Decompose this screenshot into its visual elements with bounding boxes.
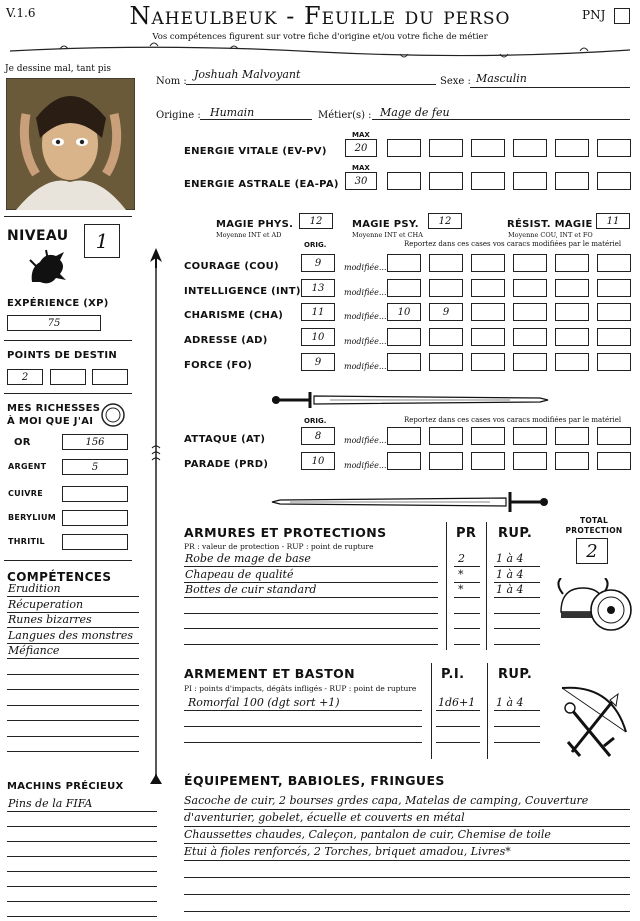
experience-box[interactable]: 75 bbox=[7, 315, 101, 331]
armure-rup-line bbox=[494, 597, 540, 598]
sexe-line bbox=[470, 87, 630, 88]
carac-modif-box[interactable] bbox=[555, 353, 589, 371]
nom-line bbox=[186, 84, 436, 85]
equipement-line bbox=[184, 809, 630, 810]
carac-modif-box[interactable] bbox=[387, 328, 421, 346]
combat-modif-note: Reportez dans ces cases vos caracs modifiées par le matériel bbox=[404, 416, 622, 424]
carac-modif-box[interactable] bbox=[555, 303, 589, 321]
caracs-modif-note: Reportez dans ces cases vos caracs modifiées par le matériel bbox=[404, 240, 622, 248]
left-divider-4 bbox=[4, 560, 132, 561]
ev-track-box[interactable] bbox=[429, 139, 463, 157]
combat-orig-label: ORIG. bbox=[304, 417, 327, 425]
metier-value[interactable]: Mage de feu bbox=[380, 106, 450, 119]
sexe-label: Sexe : bbox=[440, 76, 471, 87]
competence-line bbox=[7, 658, 139, 659]
magie-psy-label: MAGIE PSY. bbox=[352, 219, 419, 230]
ea-track-box[interactable] bbox=[429, 172, 463, 190]
competence-line bbox=[7, 705, 139, 706]
ea-track-box[interactable] bbox=[387, 172, 421, 190]
ea-track-box[interactable] bbox=[597, 172, 631, 190]
carac-label: INTELLIGENCE (INT) bbox=[184, 286, 301, 297]
armure-pr-line bbox=[454, 628, 480, 629]
armures-col-rup: RUP. bbox=[498, 526, 533, 541]
carac-modif-box[interactable] bbox=[555, 254, 589, 272]
version-label: V.1.6 bbox=[6, 6, 36, 20]
carac-modif-box[interactable] bbox=[597, 303, 631, 321]
richesse-value-box[interactable]: 156 bbox=[62, 434, 128, 450]
dragon-icon bbox=[26, 248, 68, 288]
combat-modif-label: modifiée... bbox=[344, 436, 387, 445]
arme-rup-line bbox=[494, 742, 540, 743]
niveau-box[interactable]: 1 bbox=[84, 224, 120, 258]
armement-sep-2 bbox=[487, 663, 488, 759]
helmet-shield-icon bbox=[555, 578, 635, 640]
ev-max-box[interactable]: 20 bbox=[345, 139, 377, 157]
header-vine-ornament bbox=[0, 42, 640, 60]
machin-line bbox=[7, 886, 157, 887]
sword-ornament-2 bbox=[270, 486, 550, 516]
equipement-text[interactable]: Chaussettes chaudes, Caleçon, pantalon de cuir, Chemise de toile bbox=[184, 828, 551, 841]
richesse-label: CUIVRE bbox=[8, 489, 43, 498]
competence-item[interactable]: Runes bizarres bbox=[8, 613, 92, 626]
carac-modif-box[interactable] bbox=[471, 254, 505, 272]
combat-modif-box[interactable] bbox=[513, 452, 547, 470]
carac-label: FORCE (FO) bbox=[184, 360, 253, 371]
carac-orig-box[interactable]: 9 bbox=[301, 254, 335, 272]
equipement-line bbox=[184, 843, 630, 844]
ev-track-box[interactable] bbox=[597, 139, 631, 157]
armures-sep-2 bbox=[486, 522, 487, 650]
combat-modif-box[interactable] bbox=[555, 427, 589, 445]
armure-pr[interactable]: * bbox=[458, 583, 464, 596]
destin-box-3[interactable] bbox=[92, 369, 128, 385]
competence-item[interactable]: Récuperation bbox=[8, 597, 84, 611]
carac-modif-box[interactable] bbox=[387, 353, 421, 371]
combat-modif-box[interactable] bbox=[471, 427, 505, 445]
magie-psy-note: Moyenne INT et CHA bbox=[352, 231, 423, 239]
richesse-label: ARGENT bbox=[8, 462, 47, 471]
armure-line bbox=[184, 628, 438, 629]
carac-modif-box[interactable] bbox=[513, 254, 547, 272]
sexe-value[interactable]: Masculin bbox=[476, 72, 527, 85]
destin-label: POINTS DE DESTIN bbox=[7, 350, 118, 361]
carac-orig-box[interactable]: 11 bbox=[301, 303, 335, 321]
armure-rup-line bbox=[494, 613, 540, 614]
combat-modif-box[interactable] bbox=[597, 427, 631, 445]
armure-line bbox=[184, 613, 438, 614]
armure-rup-line bbox=[494, 628, 540, 629]
metier-line bbox=[372, 119, 630, 120]
arme-pi-line bbox=[436, 742, 480, 743]
competence-line bbox=[7, 689, 139, 690]
carac-modif-box[interactable] bbox=[387, 279, 421, 297]
ev-track-box[interactable] bbox=[471, 139, 505, 157]
ev-label: ENERGIE VITALE (EV-PV) bbox=[184, 146, 327, 157]
carac-orig-box[interactable]: 10 bbox=[301, 328, 335, 346]
competence-item[interactable]: Erudition bbox=[8, 582, 61, 595]
competence-item[interactable]: Langues des monstres bbox=[8, 628, 134, 642]
origine-value[interactable]: Humain bbox=[210, 106, 255, 119]
armures-sep-1 bbox=[446, 522, 447, 650]
carac-modif-label: modifiée... bbox=[344, 312, 387, 321]
staff-ornament bbox=[146, 248, 166, 784]
combat-modif-box[interactable] bbox=[597, 452, 631, 470]
magie-phys-box[interactable]: 12 bbox=[299, 213, 333, 229]
equipement-text[interactable]: d'aventurier, gobelet, écuelle et couverts en métal bbox=[184, 811, 465, 824]
arme-name[interactable]: Romorfal 100 (dgt sort +1) bbox=[188, 696, 340, 709]
carac-modif-box[interactable]: 10 bbox=[387, 303, 421, 321]
equipement-line bbox=[184, 894, 630, 895]
carac-orig-box[interactable]: 9 bbox=[301, 353, 335, 371]
combat-label: PARADE (PRD) bbox=[184, 459, 269, 470]
armures-col-pr: PR bbox=[456, 526, 477, 541]
machin-line bbox=[7, 871, 157, 872]
armure-pr-line bbox=[454, 597, 480, 598]
equipement-line bbox=[184, 860, 630, 861]
carac-modif-box[interactable] bbox=[597, 353, 631, 371]
armure-rup[interactable]: 1 à 4 bbox=[496, 552, 524, 565]
arme-line bbox=[184, 742, 422, 743]
carac-modif-box[interactable]: 9 bbox=[429, 303, 463, 321]
arme-line bbox=[184, 710, 422, 711]
richesse-value-box[interactable]: 5 bbox=[62, 459, 128, 475]
richesse-value-box[interactable] bbox=[62, 510, 128, 526]
competences-label: COMPÉTENCES bbox=[7, 570, 112, 584]
richesse-value-box[interactable] bbox=[62, 534, 128, 550]
carac-label: ADRESSE (AD) bbox=[184, 335, 268, 346]
carac-orig-box[interactable]: 13 bbox=[301, 279, 335, 297]
carac-modif-box[interactable] bbox=[597, 279, 631, 297]
ea-track-box[interactable] bbox=[471, 172, 505, 190]
carac-modif-box[interactable] bbox=[429, 254, 463, 272]
sword-ornament-1 bbox=[270, 384, 550, 414]
combat-label: ATTAQUE (AT) bbox=[184, 434, 266, 445]
sheet-title: Naheulbeuk - Feuille du perso bbox=[129, 2, 511, 30]
resist-magie-box[interactable]: 11 bbox=[596, 213, 630, 229]
combat-modif-box[interactable] bbox=[429, 427, 463, 445]
ev-track-box[interactable] bbox=[555, 139, 589, 157]
armure-pr-line bbox=[454, 613, 480, 614]
arme-pi[interactable]: 1d6+1 bbox=[438, 696, 476, 709]
armement-col-pi: P.I. bbox=[441, 667, 465, 682]
ev-track-box[interactable] bbox=[513, 139, 547, 157]
arme-line bbox=[184, 726, 422, 727]
richesses-label-2: À MOI QUE J'AI bbox=[7, 416, 94, 427]
arme-rup[interactable]: 1 à 4 bbox=[496, 696, 524, 709]
machin-line bbox=[7, 811, 157, 812]
combat-orig-box[interactable]: 8 bbox=[301, 427, 335, 445]
carac-modif-box[interactable] bbox=[555, 279, 589, 297]
combat-modif-box[interactable] bbox=[429, 452, 463, 470]
combat-modif-box[interactable] bbox=[471, 452, 505, 470]
metier-label: Métier(s) : bbox=[318, 110, 372, 121]
carac-modif-box[interactable] bbox=[597, 254, 631, 272]
character-portrait bbox=[6, 78, 135, 210]
combat-modif-box[interactable] bbox=[387, 452, 421, 470]
ea-max-box[interactable]: 30 bbox=[345, 172, 377, 190]
carac-modif-box[interactable] bbox=[555, 328, 589, 346]
destin-box-2[interactable] bbox=[50, 369, 86, 385]
armure-rup-line bbox=[494, 644, 540, 645]
niveau-label: NIVEAU bbox=[7, 228, 69, 244]
carac-modif-box[interactable] bbox=[471, 303, 505, 321]
weapons-icon bbox=[552, 680, 634, 764]
left-divider-2 bbox=[4, 340, 132, 341]
armure-name[interactable]: Robe de mage de base bbox=[185, 552, 311, 565]
combat-orig-box[interactable]: 10 bbox=[301, 452, 335, 470]
machin-line bbox=[7, 916, 157, 917]
richesse-label: THRITIL bbox=[8, 537, 45, 546]
left-divider-3 bbox=[4, 393, 132, 394]
armure-line bbox=[184, 597, 438, 598]
coin-icon bbox=[100, 402, 126, 428]
machin-line bbox=[7, 841, 157, 842]
machin-line bbox=[7, 856, 157, 857]
carac-modif-box[interactable] bbox=[429, 353, 463, 371]
equipement-line bbox=[184, 826, 630, 827]
ea-max-label: MAX bbox=[352, 164, 370, 172]
armement-sep-1 bbox=[431, 663, 432, 759]
armure-rup[interactable]: 1 à 4 bbox=[496, 567, 524, 581]
carac-modif-box[interactable] bbox=[471, 328, 505, 346]
nom-value[interactable]: Joshuah Malvoyant bbox=[194, 68, 301, 81]
equipement-text[interactable]: Etui à fioles renforcés, 2 Torches, briquet amadou, Livres* bbox=[184, 845, 511, 858]
armement-title: ARMEMENT ET BASTON bbox=[184, 666, 356, 681]
origine-label: Origine : bbox=[156, 110, 201, 121]
destin-box-1[interactable]: 2 bbox=[7, 369, 43, 385]
carac-modif-box[interactable] bbox=[513, 328, 547, 346]
carac-modif-box[interactable] bbox=[513, 279, 547, 297]
machin-line bbox=[7, 826, 157, 827]
armure-pr[interactable]: * bbox=[458, 567, 464, 581]
competence-line bbox=[7, 674, 139, 675]
carac-modif-box[interactable] bbox=[597, 328, 631, 346]
carac-label: COURAGE (COU) bbox=[184, 261, 279, 272]
equipement-line bbox=[184, 877, 630, 878]
armure-pr[interactable]: 2 bbox=[458, 552, 465, 565]
magie-psy-box[interactable]: 12 bbox=[428, 213, 462, 229]
equipement-text[interactable]: Sacoche de cuir, 2 bourses grdes capa, Matelas de camping, Couverture bbox=[184, 794, 589, 807]
arme-rup-line bbox=[494, 726, 540, 727]
armement-note: PI : points d'impacts, dégâts infligés - RUP : point de rupture bbox=[184, 684, 417, 693]
carac-modif-box[interactable] bbox=[513, 303, 547, 321]
magie-phys-label: MAGIE PHYS. bbox=[216, 219, 294, 230]
resist-magie-note: Moyenne COU, INT et FO bbox=[508, 231, 593, 239]
carac-modif-label: modifiée... bbox=[344, 288, 387, 297]
ea-track-box[interactable] bbox=[513, 172, 547, 190]
left-column-divider bbox=[4, 216, 132, 217]
ev-track-box[interactable] bbox=[387, 139, 421, 157]
ea-label: ENERGIE ASTRALE (EA-PA) bbox=[184, 179, 339, 190]
carac-label: CHARISME (CHA) bbox=[184, 310, 284, 321]
richesse-label: OR bbox=[14, 437, 31, 448]
arme-rup-line bbox=[494, 710, 540, 711]
richesse-label: BERYLIUM bbox=[8, 513, 57, 522]
total-protection-box[interactable]: 2 bbox=[576, 538, 608, 564]
carac-modif-box[interactable] bbox=[429, 279, 463, 297]
carac-modif-box[interactable] bbox=[513, 353, 547, 371]
combat-modif-box[interactable] bbox=[513, 427, 547, 445]
machin-line bbox=[7, 901, 157, 902]
portrait-caption: Je dessine mal, tant pis bbox=[5, 64, 111, 74]
armement-col-rup: RUP. bbox=[498, 667, 533, 682]
armures-note: PR : valeur de protection - RUP : point de rupture bbox=[184, 542, 374, 551]
combat-modif-box[interactable] bbox=[387, 427, 421, 445]
carac-modif-label: modifiée... bbox=[344, 337, 387, 346]
origine-line bbox=[200, 119, 312, 120]
experience-label: EXPÉRIENCE (XP) bbox=[7, 298, 109, 309]
pnj-checkbox[interactable] bbox=[614, 8, 630, 24]
total-protection-label: TOTAL PROTECTION bbox=[565, 516, 623, 535]
competence-line bbox=[7, 751, 139, 752]
combat-modif-label: modifiée... bbox=[344, 461, 387, 470]
carac-modif-box[interactable] bbox=[387, 254, 421, 272]
carac-modif-box[interactable] bbox=[471, 279, 505, 297]
competence-line bbox=[7, 720, 139, 721]
carac-modif-label: modifiée... bbox=[344, 362, 387, 371]
pnj-label: PNJ bbox=[582, 8, 606, 22]
richesses-label-1: MES RICHESSES bbox=[7, 403, 101, 414]
sheet-subtitle: Vos compétences figurent sur votre fiche d'origine et/ou votre fiche de métier bbox=[152, 32, 488, 42]
ea-track-box[interactable] bbox=[555, 172, 589, 190]
armure-pr-line bbox=[454, 644, 480, 645]
armure-rup[interactable]: 1 à 4 bbox=[496, 583, 524, 596]
armure-name[interactable]: Chapeau de qualité bbox=[185, 567, 294, 581]
equipement-title: ÉQUIPEMENT, BABIOLES, FRINGUES bbox=[184, 773, 445, 788]
carac-modif-label: modifiée... bbox=[344, 263, 387, 272]
carac-modif-box[interactable] bbox=[471, 353, 505, 371]
magie-phys-note: Moyenne INT et AD bbox=[216, 231, 282, 239]
resist-magie-label: RÉSIST. MAGIE bbox=[507, 219, 593, 230]
armures-title: ARMURES ET PROTECTIONS bbox=[184, 525, 387, 540]
competence-item[interactable]: Méfiance bbox=[8, 644, 60, 657]
combat-modif-box[interactable] bbox=[555, 452, 589, 470]
arme-pi-line bbox=[436, 710, 480, 711]
richesse-value-box[interactable] bbox=[62, 486, 128, 502]
carac-modif-box[interactable] bbox=[429, 328, 463, 346]
equipement-line bbox=[184, 911, 630, 912]
ev-max-label: MAX bbox=[352, 131, 370, 139]
competence-line bbox=[7, 736, 139, 737]
nom-label: Nom : bbox=[156, 76, 187, 87]
machins-label: MACHINS PRÉCIEUX bbox=[7, 781, 124, 792]
armure-line bbox=[184, 644, 438, 645]
orig-label: ORIG. bbox=[304, 241, 327, 249]
arme-pi-line bbox=[436, 726, 480, 727]
armure-name[interactable]: Bottes de cuir standard bbox=[185, 583, 317, 596]
machin-item[interactable]: Pins de la FIFA bbox=[8, 797, 93, 810]
